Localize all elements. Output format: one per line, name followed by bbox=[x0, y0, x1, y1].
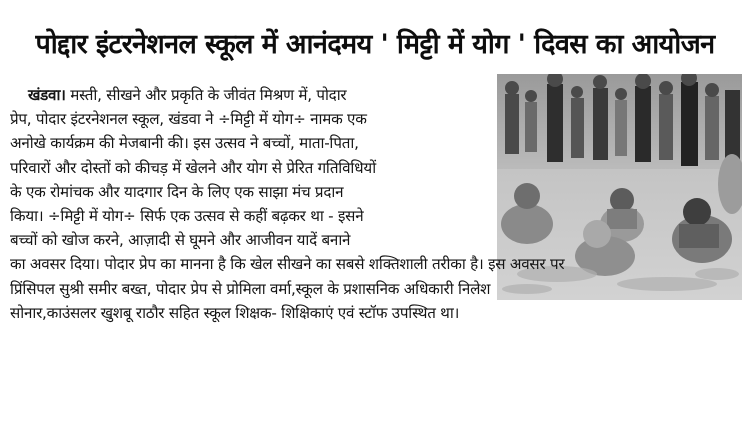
article-body bbox=[10, 83, 743, 325]
article-line-1-text: मस्ती, सीखने और प्रकृति के जीवंत मिश्रण में, पोदार bbox=[65, 86, 347, 104]
article-line-4: परिवारों और दोस्तों को कीचड़ में खेलने और योग से प्रेरित गतिविधियों bbox=[10, 158, 376, 177]
article-line-5: के एक रोमांचक और यादगार दिन के लिए एक साझा मंच प्रदान bbox=[10, 182, 344, 201]
headline: पोद्दार इंटरनेशनल स्कूल में आनंदमय ' मिट्टी में योग ' दिवस का आयोजन bbox=[35, 29, 715, 60]
article-line-8: का अवसर दिया। पोदार प्रेप का मानना है कि खेल सीखने का सबसे शक्तिशाली तरीका है। इस अवसर पर bbox=[10, 255, 565, 274]
dateline: खंडवा। bbox=[28, 86, 66, 104]
article-line-9: प्रिंसिपल सुश्री समीर बख्त, पोदार प्रेप से प्रोमिला वर्मा,स्कूल के प्रशासनिक अधिकारी निलेश bbox=[10, 279, 491, 298]
article-line-7: बच्चों को खोज करने, आज़ादी से घूमने और आजीवन यादें बनाने bbox=[10, 231, 351, 250]
article-line-6: किया। ÷मिट्टी में योग÷ सिर्फ एक उत्सव से कहीं बढ़कर था - इसने bbox=[10, 206, 364, 225]
article-line-2: प्रेप, पोदार इंटरनेशनल स्कूल, खंडवा ने ÷मिट्टी में योग÷ नामक एक bbox=[10, 110, 367, 129]
article-line-10: सोनार,काउंसलर खुशबू राठौर सहित स्कूल शिक्षक- शिक्षिकाएं एवं स्टॉफ उपस्थित था। bbox=[10, 303, 460, 322]
article-line-3: अनोखे कार्यक्रम की मेजबानी की। इस उत्सव ने बच्चों, माता-पिता, bbox=[10, 134, 359, 153]
article-line-1 bbox=[10, 83, 510, 107]
